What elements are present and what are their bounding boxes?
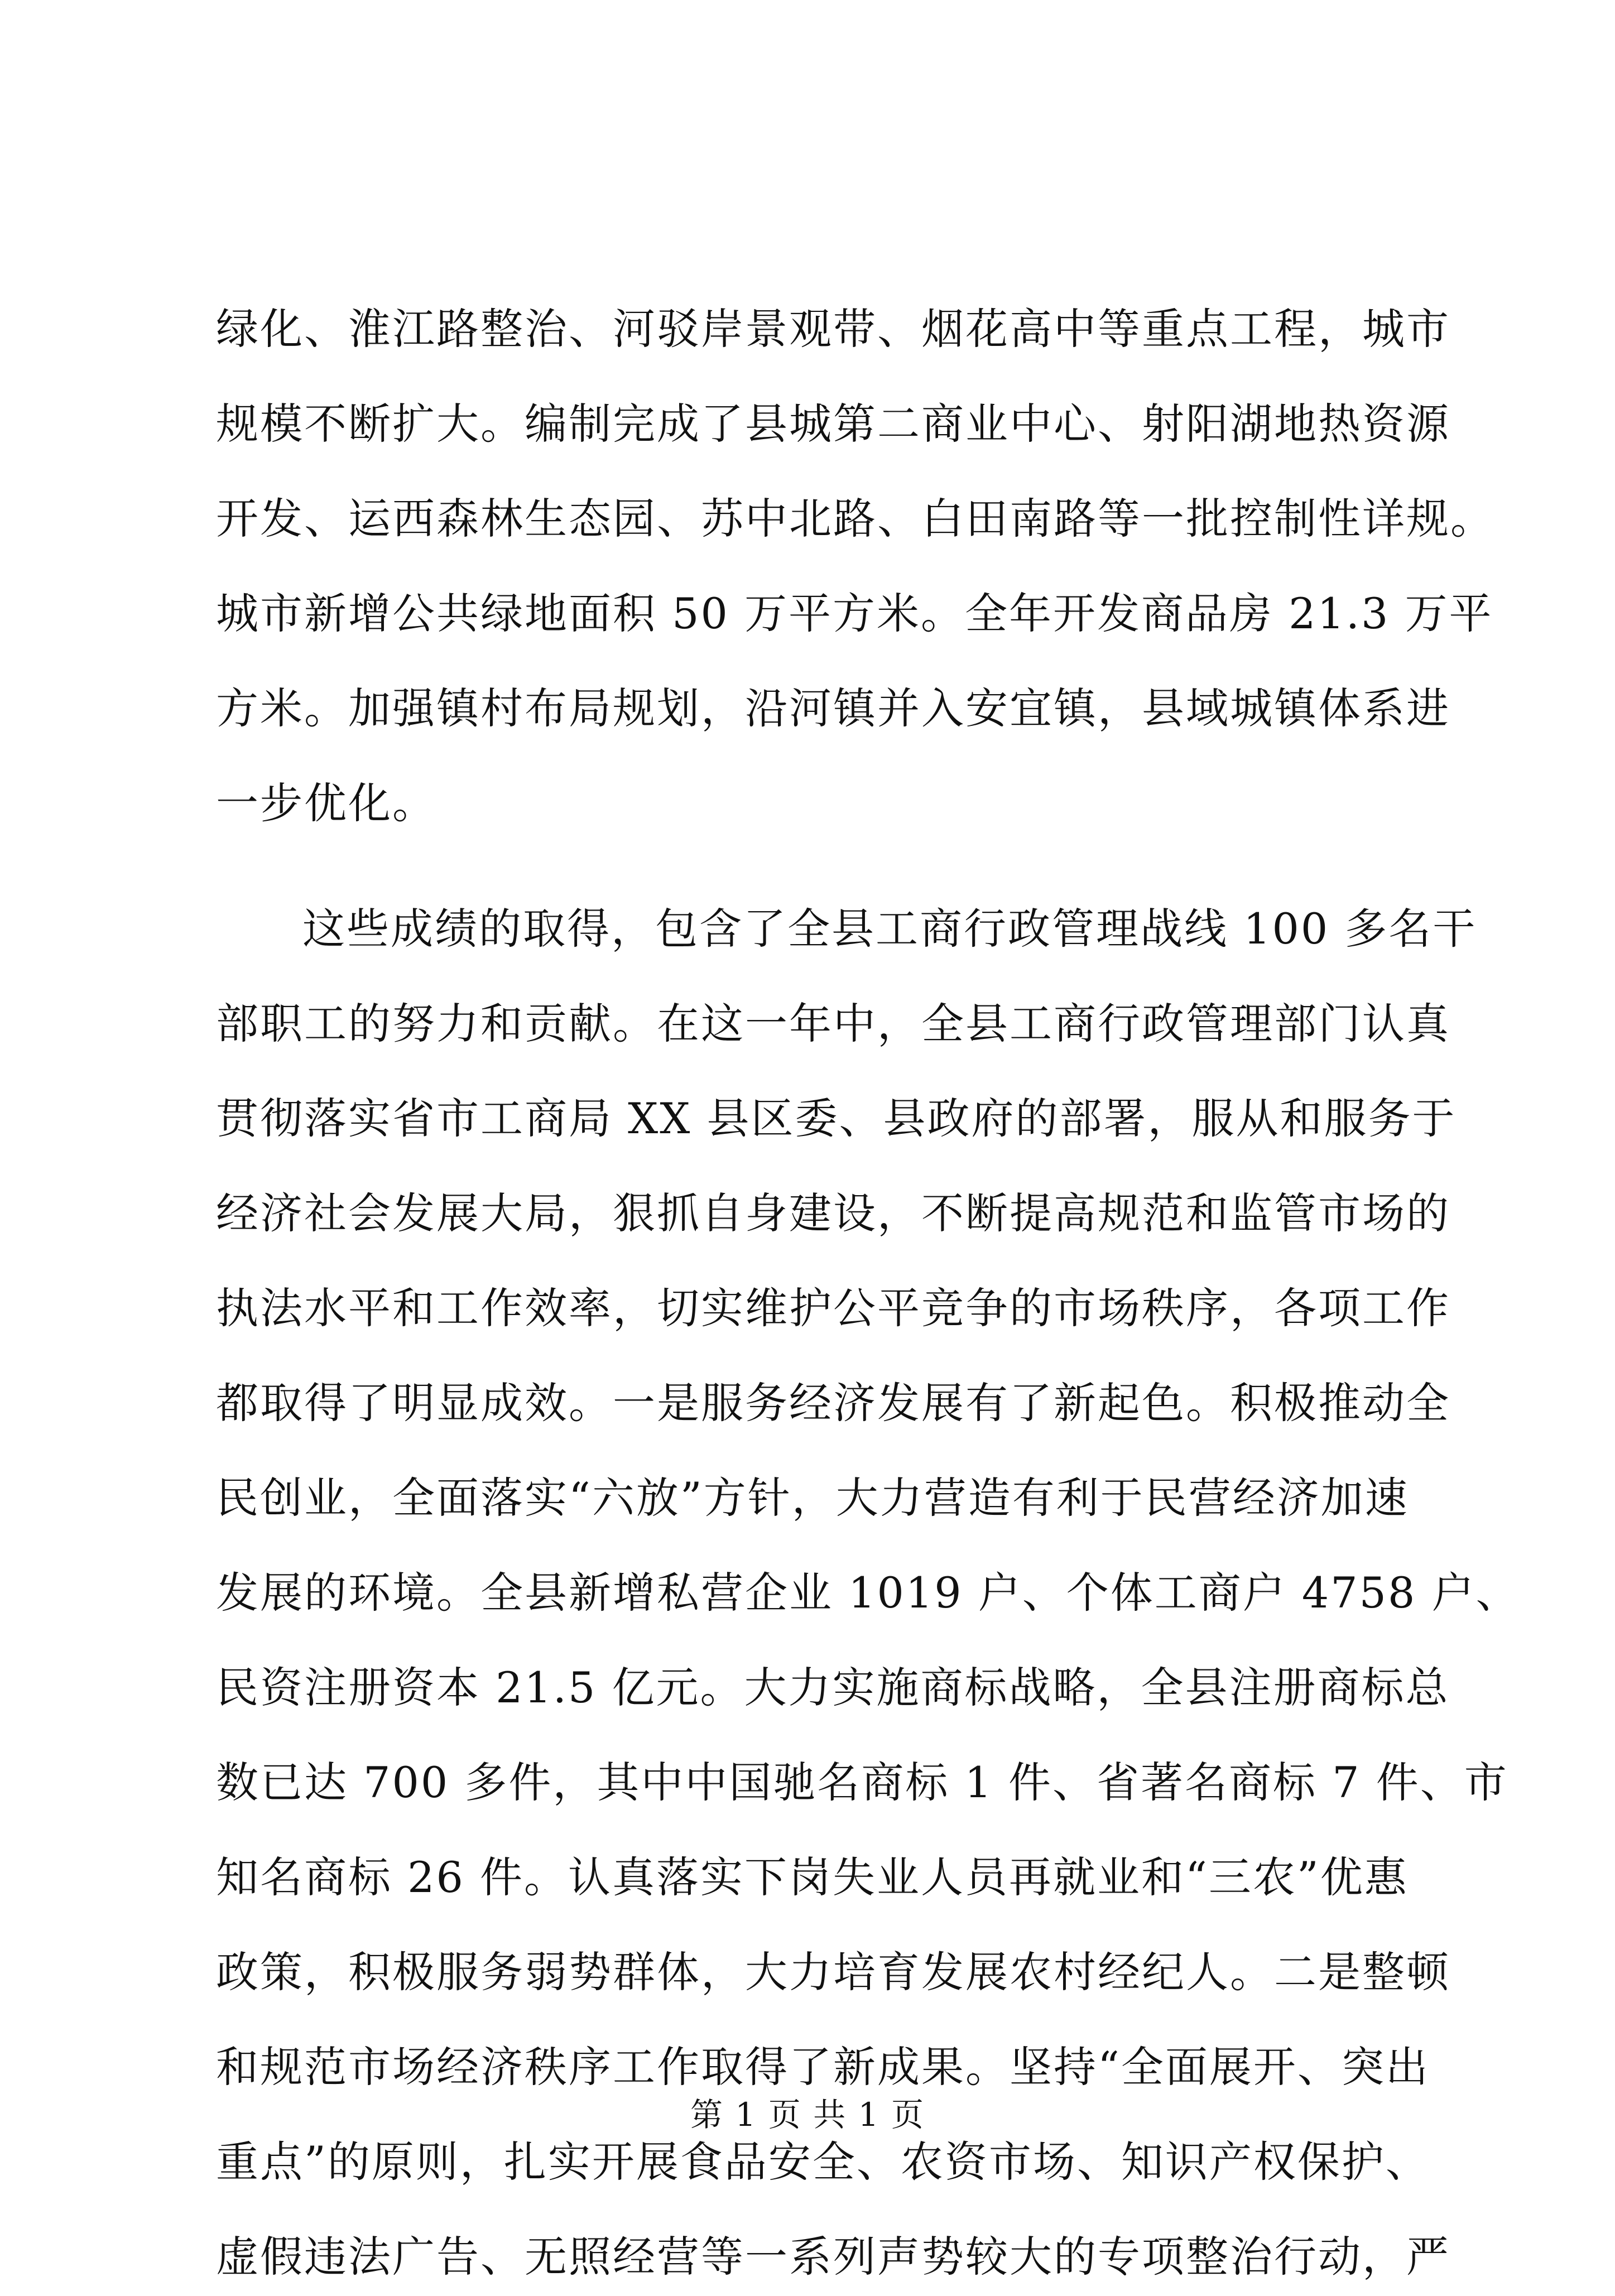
text-line: 民创业，全面落实“六放”方针，大力营造有利于民营经济加速 xyxy=(216,1473,1409,1523)
text-line: 数已达 700 多件，其中中国驰名商标 1 件、省著名商标 7 件、市 xyxy=(216,1758,1508,1807)
text-line: 贯彻落实省市工商局 XX 县区委、县政府的部署，服从和服务于 xyxy=(216,1094,1457,1143)
page-footer: 第 1 页 共 1 页 xyxy=(690,2096,925,2134)
text-line: 规模不断扩大。编制完成了县城第二商业中心、射阳湖地热资源 xyxy=(216,399,1450,449)
text-line: 民资注册资本 21.5 亿元。大力实施商标战略，全县注册商标总 xyxy=(216,1663,1450,1712)
text-line: 一步优化。 xyxy=(216,778,436,828)
text-line: 政策，积极服务弱势群体，大力培育发展农村经纪人。二是整顿 xyxy=(216,1947,1450,1997)
text-line: 城市新增公共绿地面积 50 万平方米。全年开发商品房 21.3 万平 xyxy=(216,589,1493,638)
text-line: 方米。加强镇村布局规划，沿河镇并入安宜镇，县域城镇体系进 xyxy=(216,683,1450,733)
text-line: 绿化、淮江路整治、河驳岸景观带、烟花高中等重点工程，城市 xyxy=(216,304,1450,354)
text-line: 重点”的原则，扎实开展食品安全、农资市场、知识产权保护、 xyxy=(216,2137,1430,2187)
paragraph-first-line: 这些成绩的取得，包含了全县工商行政管理战线 100 多名干 xyxy=(302,904,1477,954)
text-line: 发展的环境。全县新增私营企业 1019 户、个体工商户 4758 户、 xyxy=(216,1568,1520,1618)
text-line: 经济社会发展大局，狠抓自身建设，不断提高规范和监管市场的 xyxy=(216,1188,1450,1238)
text-line: 部职工的努力和贡献。在这一年中，全县工商行政管理部门认真 xyxy=(216,999,1450,1048)
text-line: 执法水平和工作效率，切实维护公平竞争的市场秩序，各项工作 xyxy=(216,1283,1450,1333)
text-line: 开发、运西森林生态园、苏中北路、白田南路等一批控制性详规。 xyxy=(216,494,1494,543)
text-line: 虚假违法广告、无照经营等一系列声势较大的专项整治行动，严 xyxy=(216,2232,1450,2281)
text-line: 知名商标 26 件。认真落实下岗失业人员再就业和“三农”优惠 xyxy=(216,1852,1409,1902)
text-line: 都取得了明显成效。一是服务经济发展有了新起色。积极推动全 xyxy=(216,1378,1450,1428)
text-line: 和规范市场经济秩序工作取得了新成果。坚持“全面展开、突出 xyxy=(216,2042,1430,2092)
